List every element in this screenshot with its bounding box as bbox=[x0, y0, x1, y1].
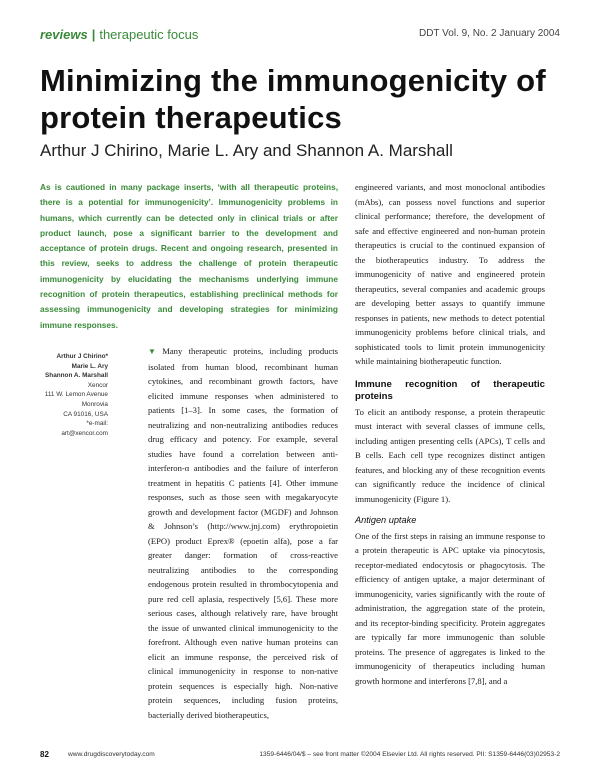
affiliation-email: *e-mail: art@xencor.com bbox=[61, 420, 108, 437]
subsection-heading: Antigen uptake bbox=[355, 515, 417, 525]
section-paragraph: To elicit an antibody response, a protein therapeutic must interact with several classes of immune cells, including antigen presenting cells (APCs), T cells and B cells. Each cell type recognizes distinct antigen features, and blocking any of these recognition events can significantly reduce the incidence of clinical immunogenicity (Figure 1). bbox=[355, 406, 545, 504]
section-heading: Immune recognition of therapeutic proteins bbox=[355, 378, 545, 402]
section-separator: | bbox=[91, 27, 96, 42]
affiliation-author-name: Marie L. Ary bbox=[71, 362, 108, 370]
section-topic: therapeutic focus bbox=[99, 27, 199, 42]
body-column-left bbox=[148, 344, 338, 722]
affiliation-company: Xencor bbox=[87, 381, 108, 389]
journal-reference: DDT Vol. 9, No. 2 January 2004 bbox=[418, 28, 560, 39]
affiliation-city: Monrovia bbox=[81, 400, 108, 408]
page-footer bbox=[40, 750, 560, 764]
intro-paragraph bbox=[148, 344, 338, 722]
body-column-right bbox=[355, 180, 545, 688]
section-name: reviews bbox=[40, 27, 88, 42]
intro-continuation: engineered variants, and most monoclonal antibodies (mAbs), can possess novel functions and superior clinical performance; therefore, the development of safe and effective engineered and non-human protein therapeutics is crucial to the continued expansion of the biotherapeutics industry. To address the immunogenicity of native and engineered protein therapeutics, several companies and academic groups are developing better assays to quantify immune responses in patients, new methods to detect potential immunogenicity problems before clinical trials, and sophisticated tools to limit protein immunogenicity while maintaining biotherapeutic function. bbox=[355, 182, 545, 366]
intro-text: Many therapeutic proteins, including products isolated from human blood, recombinant human cytokines, and recombinant growth factors, have elicited immune responses when administered to patients [1–3]. In some cases, the formation of neutralizing and non-neutralizing antibodies reduces drug efficacy and potency. For example, several studies have found a correlation between anti-interferon-α antibodies and the failure of interferon treatment in hepatitis C patients [4]. Other immune responses, such as those seen with megakaryocyte growth and development factor (MGDF) and Johnson & Johnson’s (http://www.jnj.com) erythropoietin (EPO) product Eprex® (epoetin alfa), pose a far greater danger: formation of cross-reactive neutralizing antibodies to the corresponding endogenous protein resulted in thrombocytopenia and pure red cell aplasia, respectively [5,6]. These more serious cases, although relatively rare, have brought the issue of unwanted clinical immunogenicity to the forefront. Although even native human proteins can elicit an immune response, the perceived risk of clinical immunogenicity in response to non-native protein sequences is especially high. Non-native protein sequences, including fusion proteins, bacterially derived biotherapeutics, bbox=[148, 346, 338, 720]
page-number: 82 bbox=[40, 750, 49, 759]
section-start-triangle-icon: ▼ bbox=[148, 347, 161, 356]
section-label bbox=[40, 27, 198, 42]
affiliation-author-name: Arthur J Chirino* bbox=[56, 353, 108, 360]
abstract: As is cautioned in many package inserts, ‘with all therapeutic proteins, there is a potential for immunogenicity’. Immunogenicity problems in humans, which currently can be detected only in clinical trials or after product launch, pose a significant barrier to the development and acceptance of protein drugs. Recent and ongoing research, presented in this review, seeks to address the challenge of protein therapeutic immunogenicity by elucidating the mechanisms underlying immune recognition of protein therapeutics, establishing preclinical methods for assessing immunogenicity and developing strategies for minimizing immune responses. bbox=[40, 182, 338, 330]
affiliation-author-name: Shannon A. Marshall bbox=[45, 372, 108, 380]
affiliation-street: 111 W. Lemon Avenue bbox=[44, 391, 108, 399]
running-header bbox=[40, 27, 560, 45]
issn-copyright: 1359-6446/04/$ – see front matter ©2004 Elsevier Ltd. All rights reserved. PII: S1359-6446(03)02953-2 bbox=[259, 751, 560, 758]
affiliation-state-zip: CA 91016, USA bbox=[63, 410, 108, 418]
article-authors: Arthur J Chirino, Marie L. Ary and Shannon A. Marshall bbox=[40, 141, 453, 160]
article-title: Minimizing the immunogenicity of protein therapeutics bbox=[40, 63, 546, 135]
journal-website: www.drugdiscoverytoday.com bbox=[68, 751, 155, 758]
subsection-paragraph: One of the first steps in raising an immune response to a protein therapeutic is APC uptake via pinocytosis, receptor-mediated endocytosis or phagocytosis. The efficiency of antigen uptake, a major determinant of immunogenicity, varies significantly with the route of administration, the aggregation state of the protein, and its receptor-binding specificity. Protein aggregates are typically far more immunogenic than soluble proteins. The presence of aggregates is linked to the immunogenicity of therapeutics including human growth hormone and interferons [7,8], and a bbox=[355, 530, 545, 686]
author-affiliation bbox=[40, 352, 108, 438]
